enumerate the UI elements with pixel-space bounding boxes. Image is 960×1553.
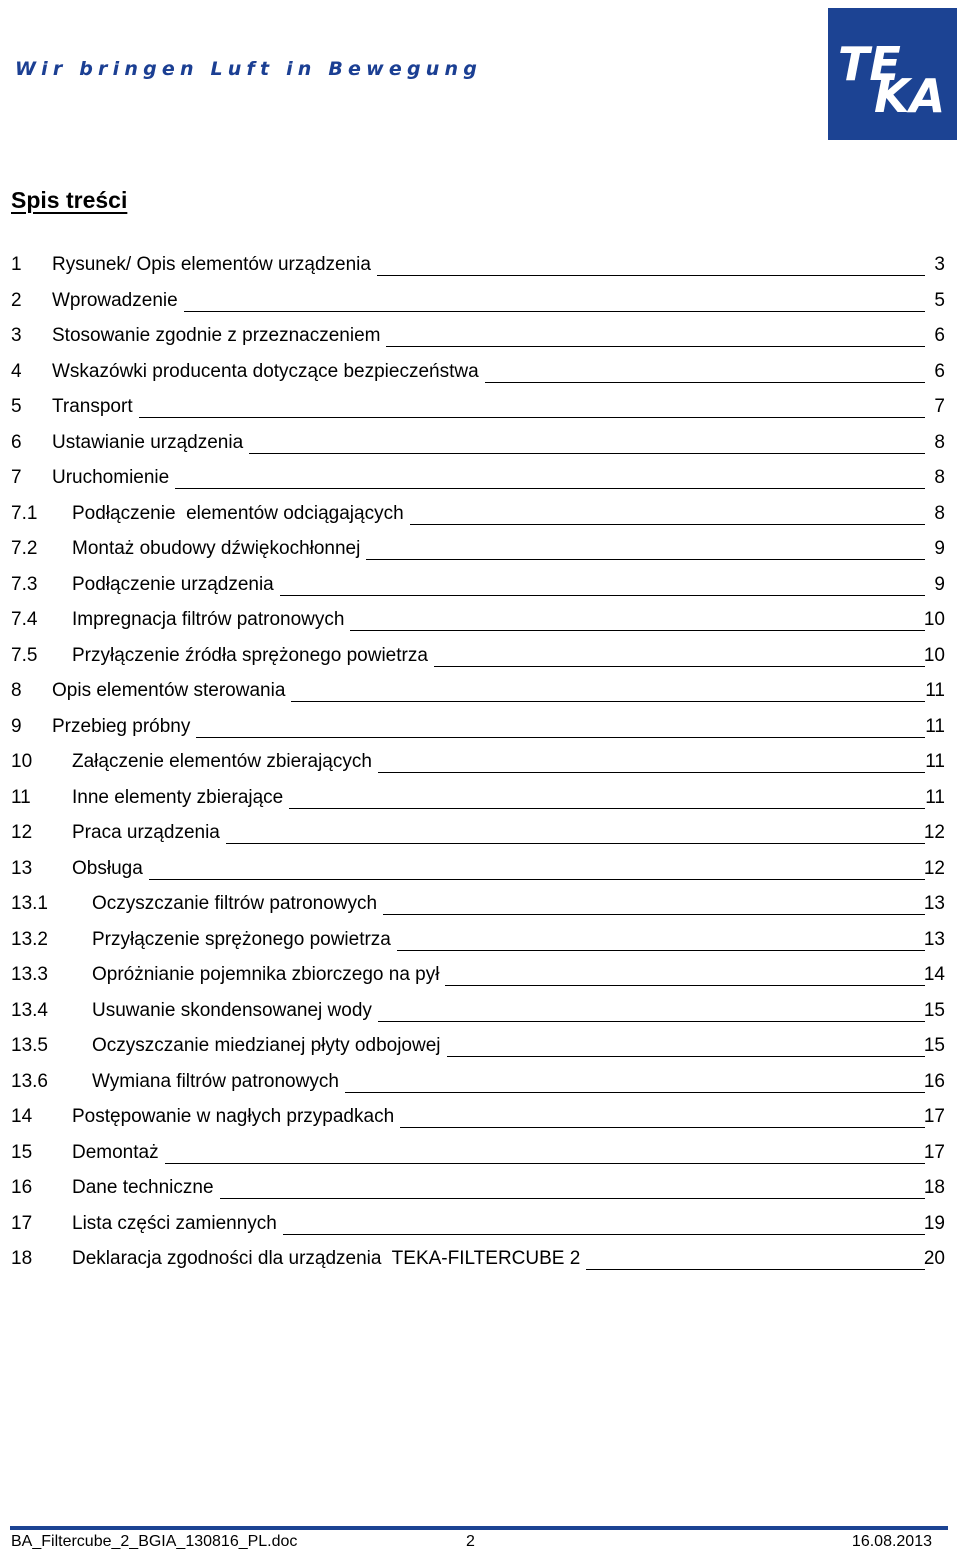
toc-entry-page[interactable]: 17 bbox=[923, 1106, 945, 1127]
toc-entry-page[interactable]: 5 bbox=[934, 289, 945, 311]
toc-entry-number: 13.2 bbox=[11, 928, 48, 950]
toc-entry-number: 16 bbox=[11, 1177, 33, 1198]
logo-text-bottom: KA bbox=[874, 69, 946, 123]
toc-entry[interactable] bbox=[11, 463, 945, 493]
toc-entry-page[interactable]: 20 bbox=[923, 1248, 945, 1269]
toc-entry[interactable] bbox=[11, 818, 945, 848]
toc-entry[interactable] bbox=[11, 605, 945, 635]
toc-entry-title[interactable]: Lista części zamiennych bbox=[72, 1209, 283, 1239]
toc-entry-number: 13.6 bbox=[11, 1070, 48, 1092]
toc-entry-number: 2 bbox=[11, 289, 22, 311]
toc-entry-number: 7.2 bbox=[11, 538, 38, 559]
toc-entry-title[interactable]: Deklaracja zgodności dla urządzenia TEKA-FILTERCUBE 2 bbox=[72, 1244, 586, 1274]
toc-entry-title[interactable]: Wprowadzenie bbox=[52, 286, 184, 316]
toc-entry-page[interactable]: 19 bbox=[923, 1212, 945, 1234]
toc-entry-page[interactable]: 10 bbox=[923, 644, 945, 666]
toc-entry-number: 6 bbox=[11, 431, 22, 453]
toc-entry-title[interactable]: Usuwanie skondensowanej wody bbox=[92, 996, 378, 1026]
footer-filename: BA_Filtercube_2_BGIA_130816_PL.doc bbox=[11, 1533, 298, 1550]
toc-entry[interactable] bbox=[11, 1209, 945, 1239]
toc-entry-number: 13.1 bbox=[11, 893, 48, 914]
toc-entry-number: 5 bbox=[11, 396, 22, 417]
toc-entry-number: 10 bbox=[11, 751, 33, 772]
footer bbox=[11, 1531, 932, 1553]
toc-entry-number: 4 bbox=[11, 360, 22, 382]
toc-entry[interactable] bbox=[11, 1244, 945, 1274]
toc-entry-title[interactable]: Inne elementy zbierające bbox=[72, 783, 289, 813]
toc-entry-page[interactable]: 8 bbox=[934, 502, 945, 524]
toc-entry-leader bbox=[72, 1163, 925, 1164]
toc-entry-page[interactable]: 12 bbox=[923, 857, 945, 879]
toc-entry-number: 8 bbox=[11, 680, 22, 701]
toc-entry-title[interactable]: Rysunek/ Opis elementów urządzenia bbox=[52, 250, 377, 280]
toc-entry[interactable] bbox=[11, 676, 945, 706]
toc-entry[interactable] bbox=[11, 357, 945, 387]
toc-entry-title[interactable]: Stosowanie zgodnie z przeznaczeniem bbox=[52, 321, 386, 351]
toc-entry-number: 1 bbox=[11, 254, 22, 275]
toc-entry[interactable] bbox=[11, 925, 945, 955]
toc-entry[interactable] bbox=[11, 960, 945, 990]
toc-entry[interactable] bbox=[11, 1138, 945, 1168]
toc-entry-page[interactable]: 18 bbox=[923, 1177, 945, 1198]
toc-entry-number: 15 bbox=[11, 1141, 33, 1163]
toc-entry-number: 9 bbox=[11, 715, 22, 737]
toc-entry-page[interactable]: 10 bbox=[923, 609, 945, 630]
teka-logo bbox=[828, 8, 957, 140]
toc-entry-number: 13.3 bbox=[11, 964, 48, 985]
toc-entry-title[interactable]: Podłączenie elementów odciągających bbox=[72, 499, 410, 529]
toc-entry-number: 7.4 bbox=[11, 609, 38, 630]
toc-entry-title[interactable]: Obsługa bbox=[72, 854, 149, 884]
toc-entry-title[interactable]: Załączenie elementów zbierających bbox=[72, 747, 378, 777]
toc-entry-page[interactable]: 12 bbox=[923, 822, 945, 843]
tagline: Wir bringen Luft in Bewegung bbox=[15, 58, 483, 80]
toc-entry-title[interactable]: Demontaż bbox=[72, 1138, 165, 1168]
footer-rule bbox=[10, 1526, 948, 1530]
toc-entry-page[interactable]: 7 bbox=[934, 396, 945, 417]
toc-entry[interactable] bbox=[11, 747, 945, 777]
teka-logo-mark bbox=[828, 8, 957, 140]
toc-entry-number: 13 bbox=[11, 857, 33, 879]
toc-entry-title[interactable]: Uruchomienie bbox=[52, 463, 175, 493]
toc-entry[interactable] bbox=[11, 250, 945, 280]
toc-entry-number: 7 bbox=[11, 467, 22, 488]
toc-entry[interactable] bbox=[11, 534, 945, 564]
toc-entry-page[interactable]: 11 bbox=[925, 715, 945, 737]
toc-entry-title[interactable]: Przyłączenie źródła sprężonego powietrza bbox=[72, 641, 434, 671]
toc-entry[interactable] bbox=[11, 712, 945, 742]
toc-entry-page[interactable]: 11 bbox=[925, 751, 945, 772]
toc-entry-title[interactable]: Przyłączenie sprężonego powietrza bbox=[92, 925, 397, 955]
toc-entry-leader bbox=[52, 417, 925, 418]
toc-entry-title[interactable]: Przebieg próbny bbox=[52, 712, 196, 742]
toc-entry-page[interactable]: 3 bbox=[934, 254, 945, 275]
toc-entry-page[interactable]: 8 bbox=[934, 431, 945, 453]
logo-text-top: TE bbox=[838, 37, 901, 91]
toc-entry-title[interactable]: Praca urządzenia bbox=[72, 818, 226, 848]
toc-entry[interactable] bbox=[11, 889, 945, 919]
toc-entry-page[interactable]: 14 bbox=[923, 964, 945, 985]
toc-entry-title[interactable]: Opis elementów sterowania bbox=[52, 676, 291, 706]
toc-heading: Spis treści bbox=[11, 187, 128, 213]
toc-entry-title[interactable]: Podłączenie urządzenia bbox=[72, 570, 280, 600]
toc-entry[interactable] bbox=[11, 996, 945, 1026]
toc-entry-number: 14 bbox=[11, 1106, 33, 1127]
toc-entry-title[interactable]: Oczyszczanie filtrów patronowych bbox=[92, 889, 383, 919]
toc-entry[interactable] bbox=[11, 321, 945, 351]
toc-entry-title[interactable]: Impregnacja filtrów patronowych bbox=[72, 605, 350, 635]
toc-entry-page[interactable]: 6 bbox=[934, 360, 945, 382]
toc-entry[interactable] bbox=[11, 428, 945, 458]
footer-page-number: 2 bbox=[466, 1533, 475, 1550]
toc-entry-page[interactable]: 6 bbox=[934, 325, 945, 346]
toc-entry-page[interactable]: 11 bbox=[925, 786, 945, 808]
toc-entry-title[interactable]: Ustawianie urządzenia bbox=[52, 428, 249, 458]
toc-entry-page[interactable]: 15 bbox=[923, 999, 945, 1021]
toc-entry[interactable] bbox=[11, 570, 945, 600]
toc-entry-title[interactable]: Postępowanie w nagłych przypadkach bbox=[72, 1102, 400, 1132]
toc-entry-number: 3 bbox=[11, 325, 22, 346]
toc-entry-number: 17 bbox=[11, 1212, 33, 1234]
toc-entry[interactable] bbox=[11, 1067, 945, 1097]
toc-entry-title[interactable]: Oczyszczanie miedzianej płyty odbojowej bbox=[92, 1031, 447, 1061]
toc-entry[interactable] bbox=[11, 641, 945, 671]
toc-entry-page[interactable]: 15 bbox=[923, 1035, 945, 1056]
toc-entry-title[interactable]: Wskazówki producenta dotyczące bezpieczeństwa bbox=[52, 357, 485, 387]
toc-entry[interactable] bbox=[11, 499, 945, 529]
toc-entry-title[interactable]: Opróżnianie pojemnika zbiorczego na pył bbox=[92, 960, 445, 990]
toc-entry[interactable] bbox=[11, 783, 945, 813]
toc-entry-title[interactable]: Dane techniczne bbox=[72, 1173, 220, 1203]
toc-entry[interactable] bbox=[11, 1173, 945, 1203]
toc-entry-title[interactable]: Transport bbox=[52, 392, 139, 422]
toc-entry-number: 7.1 bbox=[11, 502, 38, 524]
toc-entry[interactable] bbox=[11, 854, 945, 884]
toc-entry-title[interactable]: Wymiana filtrów patronowych bbox=[92, 1067, 345, 1097]
toc-entry[interactable] bbox=[11, 1031, 945, 1061]
toc-entry-number: 18 bbox=[11, 1248, 33, 1269]
toc-entry-number: 7.3 bbox=[11, 573, 38, 595]
toc-entry-number: 11 bbox=[11, 786, 31, 808]
toc-entry-page[interactable]: 11 bbox=[925, 680, 945, 701]
toc-entry[interactable] bbox=[11, 392, 945, 422]
toc-entry-page[interactable]: 16 bbox=[923, 1070, 945, 1092]
toc-entry-number: 13.5 bbox=[11, 1035, 48, 1056]
toc-entry-page[interactable]: 9 bbox=[934, 573, 945, 595]
toc-entry-number: 13.4 bbox=[11, 999, 48, 1021]
toc-entry[interactable] bbox=[11, 286, 945, 316]
footer-date: 16.08.2013 bbox=[851, 1533, 932, 1550]
toc-entry[interactable] bbox=[11, 1102, 945, 1132]
toc-entry-leader bbox=[52, 488, 925, 489]
toc-entry-page[interactable]: 13 bbox=[923, 893, 945, 914]
toc-entry-leader bbox=[72, 879, 925, 880]
toc-entry-title[interactable]: Montaż obudowy dźwiękochłonnej bbox=[72, 534, 366, 564]
toc-entry-page[interactable]: 9 bbox=[934, 538, 945, 559]
toc-entry-number: 12 bbox=[11, 822, 33, 843]
toc-entry-page[interactable]: 13 bbox=[923, 928, 945, 950]
toc-entry-number: 7.5 bbox=[11, 644, 38, 666]
toc-entry-page[interactable]: 17 bbox=[923, 1141, 945, 1163]
toc-entry-page[interactable]: 8 bbox=[934, 467, 945, 488]
